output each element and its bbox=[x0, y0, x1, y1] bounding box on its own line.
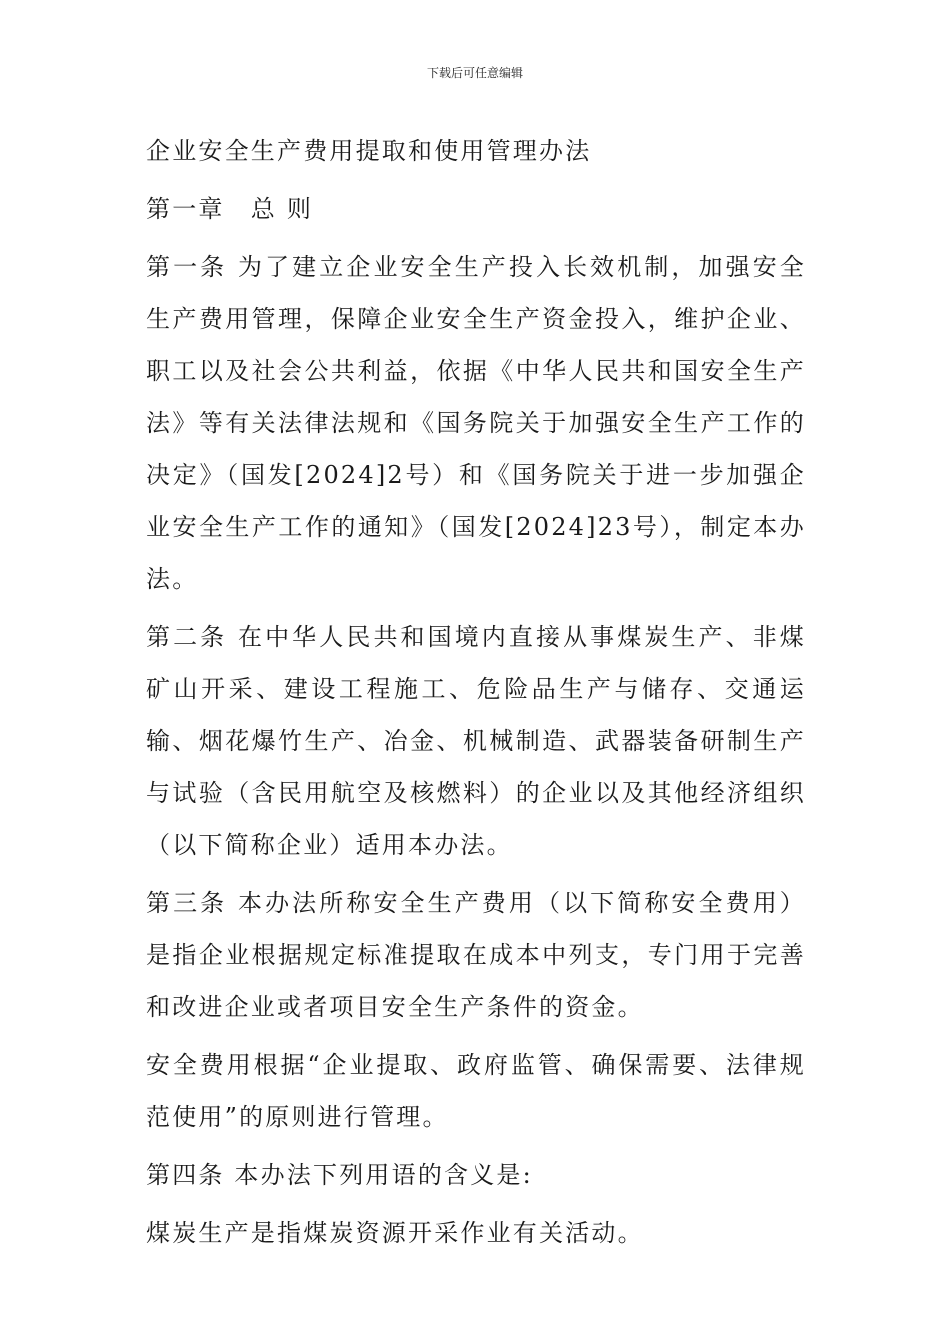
article-4-paragraph: 第四条 本办法下列用语的含义是: bbox=[146, 1161, 533, 1189]
document-title: 企业安全生产费用提取和使用管理办法 bbox=[146, 137, 592, 165]
coal-production-definition: 煤炭生产是指煤炭资源开采作业有关活动。 bbox=[146, 1219, 644, 1247]
article-3-paragraph: 第三条 本办法所称安全生产费用（以下简称安全费用）是指企业根据规定标准提取在成本中列支，专门用于完善和改进企业或者项目安全生产条件的资金。 bbox=[146, 889, 806, 1021]
principle-paragraph: 安全费用根据“企业提取、政府监管、确保需要、法律规范使用”的原则进行管理。 bbox=[146, 1051, 806, 1131]
chapter-heading: 第一章 总 则 bbox=[146, 195, 314, 223]
article-2-paragraph: 第二条 在中华人民共和国境内直接从事煤炭生产、非煤矿山开采、建设工程施工、危险品生产与储存、交通运输、烟花爆竹生产、冶金、机械制造、武器装备研制生产与试验（含民用航空及核燃料）的企业以及其他经济组织（以下简称企业）适用本办法。 bbox=[146, 623, 806, 859]
page-header-note: 下载后可任意编辑 bbox=[426, 66, 523, 80]
article-1-paragraph: 第一条 为了建立企业安全生产投入长效机制，加强安全生产费用管理，保障企业安全生产资金投入，维护企业、职工以及社会公共利益，依据《中华人民共和国安全生产法》等有关法律法规和《国务院关于加强安全生产工作的决定》（国发[2024]2号）和《国务院关于进一步加强企业安全生产工作的通知》（国发[2024]23号），制定本办法。 bbox=[146, 253, 806, 593]
document-body bbox=[146, 125, 806, 1265]
